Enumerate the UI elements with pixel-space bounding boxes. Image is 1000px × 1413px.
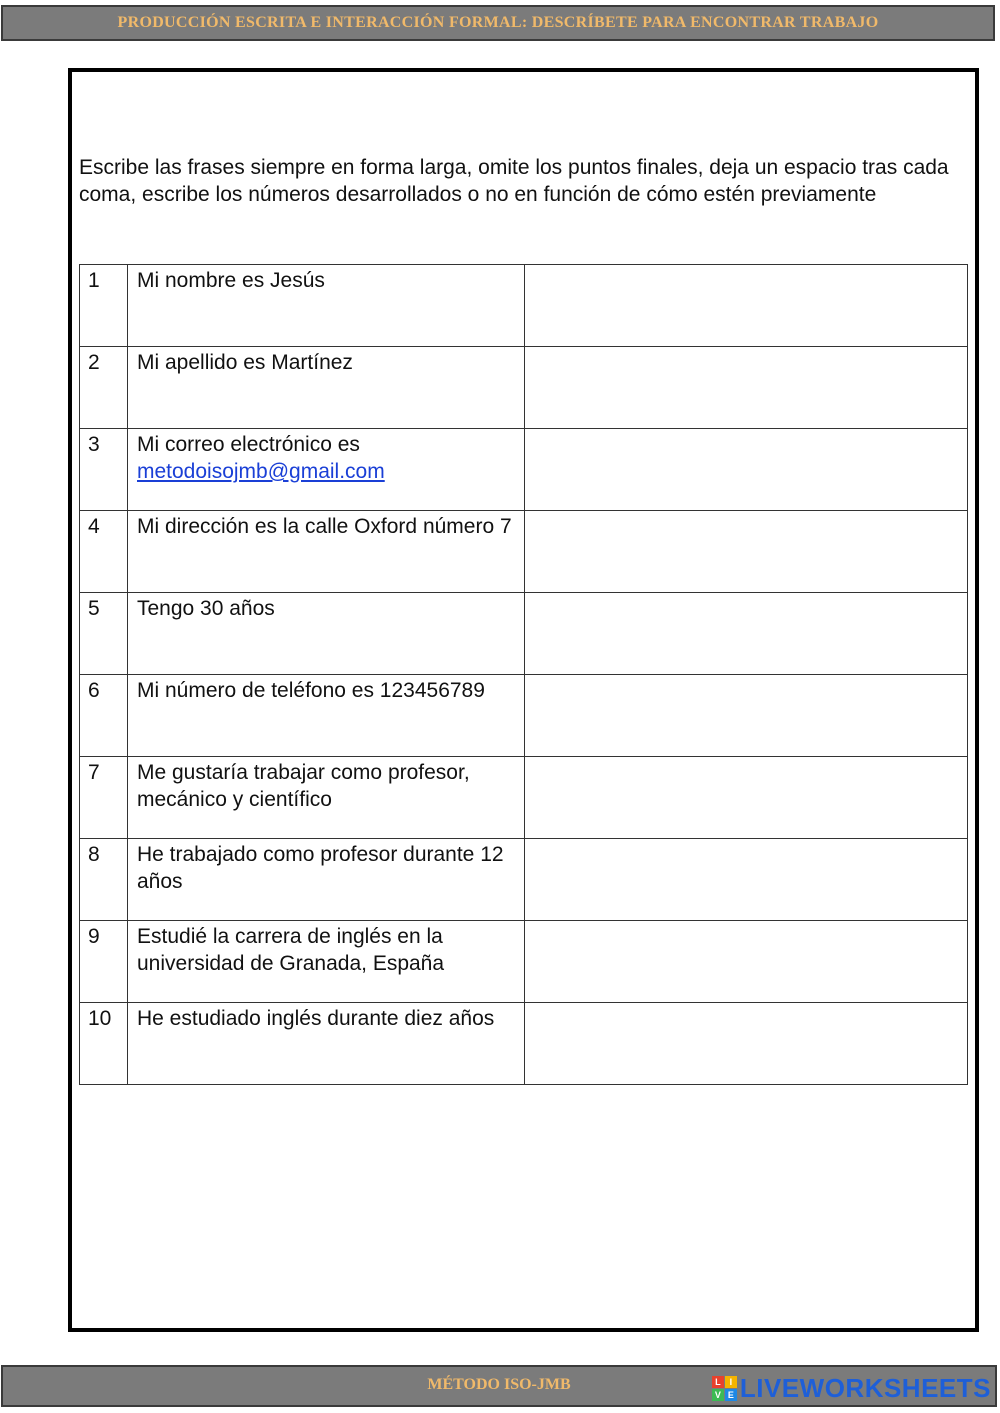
answer-field[interactable]: [525, 1003, 968, 1085]
prompt-text: [128, 265, 524, 294]
table-row: [80, 921, 968, 1003]
answer-field[interactable]: [525, 429, 968, 511]
row-number-cell: [80, 921, 128, 1003]
table-row: [80, 675, 968, 757]
row-number-cell: [80, 1003, 128, 1085]
footer-title: MÉTODO ISO-JMB: [427, 1376, 571, 1393]
email-link[interactable]: metodoisojmb@gmail.com: [137, 460, 385, 483]
table-row: [80, 511, 968, 593]
row-number-cell: [80, 593, 128, 675]
prompt-cell: [128, 511, 525, 593]
row-number: 1: [88, 269, 100, 292]
logo-letter: E: [725, 1389, 737, 1401]
prompt-sentence: Mi apellido es Martínez: [137, 351, 353, 374]
prompt-cell: [128, 675, 525, 757]
footer-bar: [1, 1365, 997, 1407]
prompt-cell: [128, 757, 525, 839]
answer-field[interactable]: [525, 921, 968, 1003]
prompt-cell: [128, 429, 525, 511]
answer-field[interactable]: [525, 511, 968, 593]
row-number: 6: [88, 679, 100, 702]
row-number: 5: [88, 597, 100, 620]
row-number: 2: [88, 351, 100, 374]
table-row: [80, 839, 968, 921]
prompt-sentence: Estudié la carrera de inglés en la universidad de Granada, España: [137, 925, 445, 975]
table-row: [80, 1003, 968, 1085]
logo-letter: V: [712, 1389, 724, 1401]
table-row: [80, 593, 968, 675]
instructions-text: Escribe las frases siempre en forma larga, omite los puntos finales, deja un espacio tras cada coma, escribe los números desarrollados o no en función de cómo estén previamente: [79, 156, 949, 206]
prompt-text: [128, 511, 524, 540]
prompt-cell: [128, 265, 525, 347]
prompt-text: [128, 593, 524, 622]
prompt-text: [128, 839, 524, 895]
answer-field[interactable]: [525, 757, 968, 839]
header-bar: [1, 5, 995, 41]
row-number: 8: [88, 843, 100, 866]
answer-field[interactable]: [525, 265, 968, 347]
prompt-cell: [128, 347, 525, 429]
prompt-cell: [128, 593, 525, 675]
brand-name: LIVEWORKSHEETS: [739, 1373, 991, 1403]
liveworksheets-icon: [712, 1376, 737, 1401]
row-number-cell: [80, 347, 128, 429]
row-number: 9: [88, 925, 100, 948]
prompt-sentence: He estudiado inglés durante diez años: [137, 1007, 495, 1030]
answer-field[interactable]: [525, 839, 968, 921]
row-number: 3: [88, 433, 100, 456]
logo-letter: L: [712, 1376, 724, 1388]
prompt-sentence: Mi número de teléfono es 123456789: [137, 679, 485, 702]
row-number-cell: [80, 839, 128, 921]
row-number: 7: [88, 761, 100, 784]
prompt-text: [128, 1003, 524, 1032]
prompt-cell: [128, 839, 525, 921]
table-row: [80, 265, 968, 347]
prompt-text: [128, 921, 524, 977]
table-row: [80, 429, 968, 511]
row-number-cell: [80, 265, 128, 347]
prompt-text: [128, 347, 524, 376]
prompt-sentence: Tengo 30 años: [137, 597, 275, 620]
row-number: 10: [88, 1007, 112, 1030]
prompt-sentence: He trabajado como profesor durante 12 años: [137, 843, 504, 893]
prompt-text: [128, 675, 524, 704]
liveworksheets-logo[interactable]: [712, 1373, 991, 1404]
row-number-cell: [80, 675, 128, 757]
row-number-cell: [80, 511, 128, 593]
row-number: 4: [88, 515, 100, 538]
prompt-text: [128, 757, 524, 813]
prompt-cell: [128, 1003, 525, 1085]
table-row: [80, 757, 968, 839]
exercise-table: [79, 264, 968, 1085]
table-row: [80, 347, 968, 429]
prompt-sentence: Mi nombre es Jesús: [137, 269, 325, 292]
answer-field[interactable]: [525, 347, 968, 429]
prompt-cell: [128, 921, 525, 1003]
row-number-cell: [80, 757, 128, 839]
prompt-sentence: Mi dirección es la calle Oxford número 7: [137, 515, 512, 538]
prompt-sentence: Mi correo electrónico es: [137, 433, 360, 456]
prompt-sentence: Me gustaría trabajar como profesor, mecánico y científico: [137, 761, 470, 811]
page-title: PRODUCCIÓN ESCRITA E INTERACCIÓN FORMAL: DESCRÍBETE PARA ENCONTRAR TRABAJO: [117, 14, 879, 31]
row-number-cell: [80, 429, 128, 511]
logo-letter: I: [725, 1376, 737, 1388]
answer-field[interactable]: [525, 675, 968, 757]
answer-field[interactable]: [525, 593, 968, 675]
prompt-text: [128, 429, 524, 485]
